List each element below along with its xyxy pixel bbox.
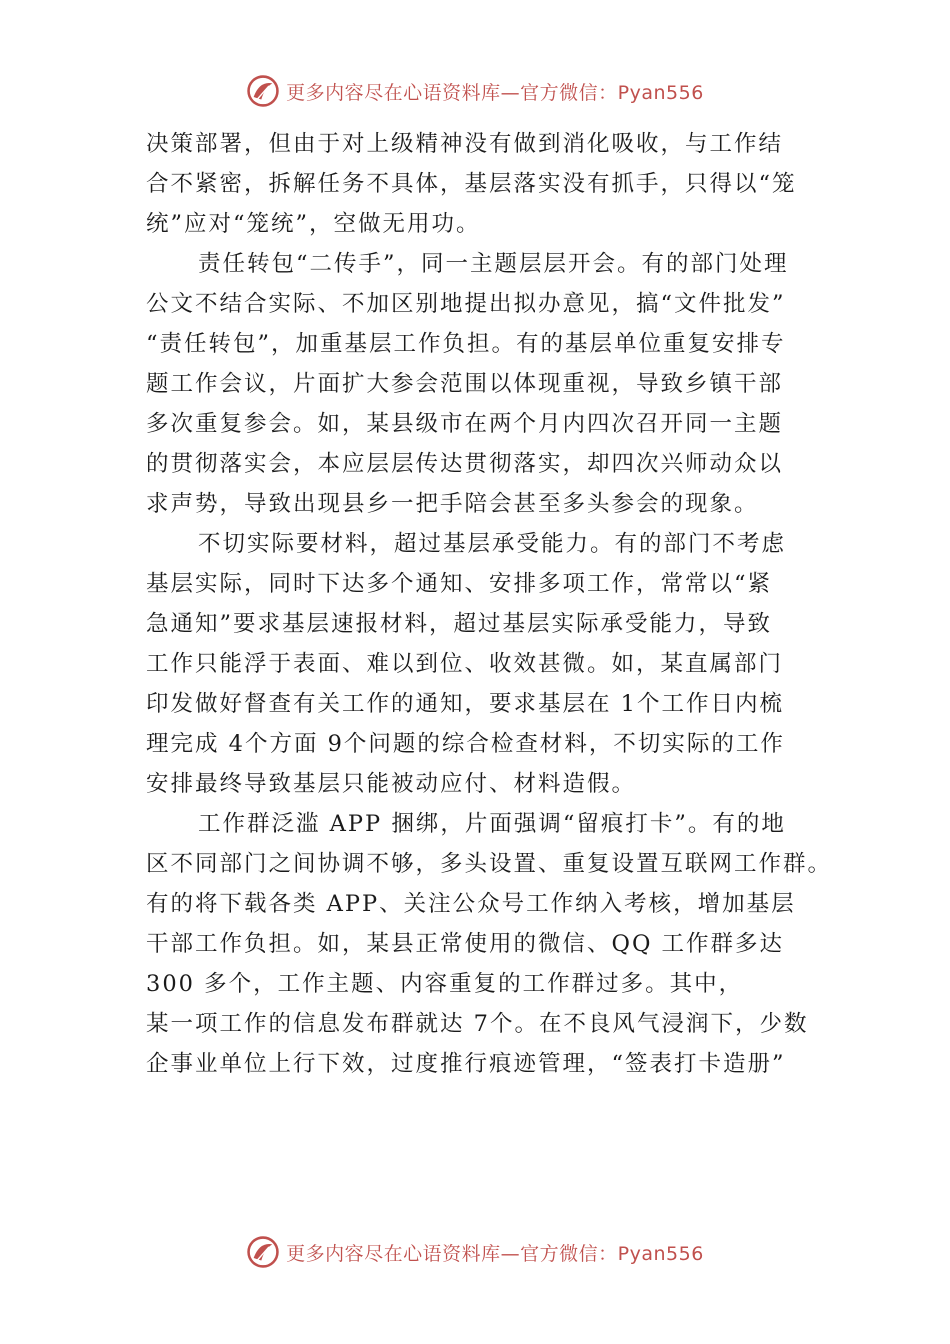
footer-watermark-text: 更多内容尽在心语资料库—官方微信：Pyan556 [286, 1242, 704, 1265]
paragraph-line: 责任转包“二传手”，同一主题层层开会。有的部门处理 [198, 251, 789, 277]
paragraph [146, 804, 846, 1084]
paragraph-line: 多次重复参会。如，某县级市在两个月内四次召开同一主题 [146, 411, 784, 437]
header-watermark [0, 74, 950, 108]
paragraph-line: 干部工作负担。如，某县正常使用的微信、QQ 工作群多达 [146, 931, 785, 957]
paragraph-line: 安排最终导致基层只能被动应付、材料造假。 [146, 771, 637, 797]
paragraph-line: 区不同部门之间协调不够，多头设置、重复设置互联网工作群。 [146, 851, 833, 877]
paragraph-line: 不切实际要材料，超过基层承受能力。有的部门不考虑 [198, 531, 787, 557]
brand-logo-icon [246, 1235, 280, 1269]
footer-watermark [0, 1235, 950, 1269]
paragraph-line: 求声势，导致出现县乡一把手陪会甚至多头参会的现象。 [146, 491, 759, 517]
paragraph-line: 急通知”要求基层速报材料，超过基层实际承受能力，导致 [146, 611, 773, 637]
paragraph-line: 某一项工作的信息发布群就达 7个。在不良风气浸润下，少数 [146, 1011, 809, 1037]
paragraph-line: 的贯彻落实会，本应层层传达贯彻落实，却四次兴师动众以 [146, 451, 784, 477]
paragraph-line: 企事业单位上行下效，过度推行痕迹管理，“签表打卡造册” [146, 1051, 786, 1077]
paragraph [146, 124, 846, 244]
paragraph-line: 工作只能浮于表面、难以到位、收效甚微。如，某直属部门 [146, 651, 784, 677]
paragraph-line: 300 多个，工作主题、内容重复的工作群过多。其中， [146, 971, 744, 997]
paragraph [146, 244, 846, 524]
brand-logo-icon [246, 74, 280, 108]
paragraph-line: 有的将下载各类 APP、关注公众号工作纳入考核，增加基层 [146, 891, 796, 917]
paragraph-line: 统”应对“笼统”，空做无用功。 [146, 211, 481, 237]
paragraph-line: 决策部署，但由于对上级精神没有做到消化吸收，与工作结 [146, 131, 784, 157]
paragraph [146, 524, 846, 804]
document-body [146, 124, 846, 1084]
paragraph-line: 基层实际，同时下达多个通知、安排多项工作，常常以“紧 [146, 571, 773, 597]
paragraph-line: 印发做好督查有关工作的通知，要求基层在 1个工作日内梳 [146, 691, 784, 717]
paragraph-line: “责任转包”，加重基层工作负担。有的基层单位重复安排专 [146, 331, 786, 357]
paragraph-line: 合不紧密，拆解任务不具体，基层落实没有抓手，只得以“笼 [146, 171, 797, 197]
paragraph-line: 公文不结合实际、不加区别地提出拟办意见，搞“文件批发” [146, 291, 786, 317]
paragraph-line: 工作群泛滥 APP 捆绑，片面强调“留痕打卡”。有的地 [198, 811, 786, 837]
header-watermark-text: 更多内容尽在心语资料库—官方微信：Pyan556 [286, 81, 704, 104]
paragraph-line: 理完成 4个方面 9个问题的综合检查材料，不切实际的工作 [146, 731, 785, 757]
paragraph-line: 题工作会议，片面扩大参会范围以体现重视，导致乡镇干部 [146, 371, 784, 397]
